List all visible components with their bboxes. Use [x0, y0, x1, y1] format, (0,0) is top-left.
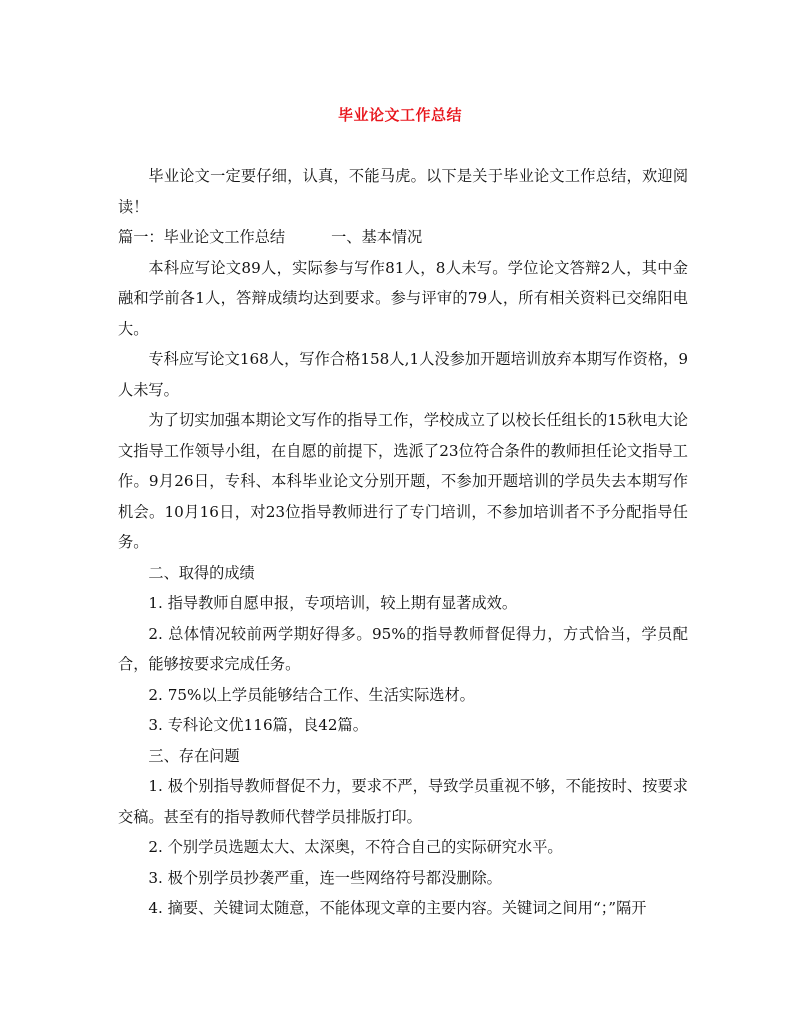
- list-item: 1. 极个别指导教师督促不力，要求不严，导致学员重视不够，不能按时、按要求交稿。甚至有的指导教师代替学员排版打印。: [118, 777, 688, 826]
- chapter-heading-line: [118, 222, 688, 253]
- section-heading-problems: 三、存在问题: [148, 746, 240, 765]
- paragraph-guidance: 为了切实加强本期论文写作的指导工作，学校成立了以校长任组长的15秋电大论文指导工作领导小组，在自愿的前提下，选派了23位符合条件的教师担任论文指导工作。9月26日，专科、本科毕业论文分别开题，不参加开题培训的学员失去本期写作机会。10月16日，对23位指导教师进行了专门培训，不参加培训者不予分配指导任务。: [118, 411, 688, 551]
- document-title: 毕业论文工作总结: [337, 106, 462, 124]
- list-item: 2. 75%以上学员能够结合工作、生活实际选材。: [148, 685, 475, 704]
- section-heading-achievements: 二、取得的成绩: [148, 563, 255, 582]
- list-item: 2. 个别学员选题太大、太深奥，不符合自己的实际研究水平。: [148, 838, 563, 856]
- list-item: 4. 摘要、关键词太随意，不能体现文章的主要内容。关键词之间用“；”隔开: [148, 899, 647, 917]
- list-item: 3. 极个别学员抄袭严重，连一些网络符号都没删除。: [148, 868, 502, 887]
- document-body: [118, 161, 688, 924]
- paragraph-undergrad: 本科应写论文89人，实际参与写作81人，8人未写。学位论文答辩2人，其中金融和学前各1人，答辩成绩均达到要求。参与评审的79人，所有相关资料已交绵阳电大。: [118, 258, 688, 338]
- list-item: 1. 指导教师自愿申报，专项培训，较上期有显著成效。: [148, 594, 518, 612]
- list-item: 2. 总体情况较前两学期好得多。95%的指导教师督促得力，方式恰当，学员配合，能够按要求完成任务。: [118, 624, 688, 673]
- section-heading-basic: 一、基本情况: [331, 228, 423, 246]
- list-item: 3. 专科论文优116篇，良42篇。: [148, 716, 368, 734]
- chapter-label: 篇一：毕业论文工作总结: [118, 228, 286, 246]
- intro-paragraph: 毕业论文一定要仔细，认真，不能马虎。以下是关于毕业论文工作总结，欢迎阅读！: [118, 167, 688, 216]
- paragraph-college: 专科应写论文168人，写作合格158人,1人没参加开题培训放弃本期写作资格，9人未写。: [118, 350, 688, 399]
